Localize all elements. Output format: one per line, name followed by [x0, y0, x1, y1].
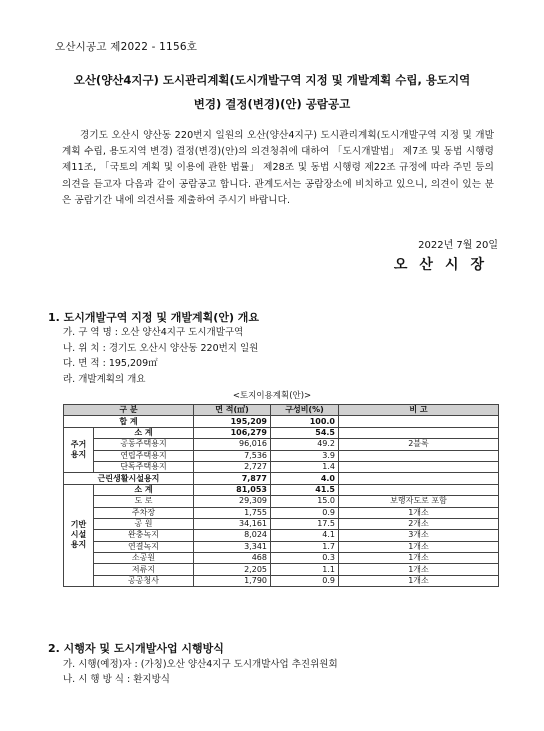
row-note — [339, 473, 499, 484]
row-ratio: 15.0 — [271, 496, 339, 507]
notice-date: 2022년 7월 20일 — [418, 240, 498, 251]
list-item: 다. 면 적 : 195,209㎡ — [63, 358, 158, 369]
table-row — [64, 553, 499, 564]
row-label: 근린생활시설용지 — [64, 473, 194, 484]
row-ratio: 0.9 — [271, 507, 339, 518]
row-note: 보행자도로 포함 — [339, 496, 499, 507]
row-label: 저류지 — [94, 564, 194, 575]
table-row — [64, 575, 499, 586]
header-category: 구 분 — [64, 405, 194, 416]
row-label: 소 계 — [94, 427, 194, 438]
row-area: 1,755 — [194, 507, 271, 518]
table-row — [64, 439, 499, 450]
row-area: 8,024 — [194, 530, 271, 541]
table-row — [64, 564, 499, 575]
row-area: 7,536 — [194, 450, 271, 461]
total-label: 합 계 — [64, 416, 194, 427]
list-item: 가. 구 역 명 : 오산 양산4지구 도시개발구역 — [63, 327, 244, 338]
row-label: 소공원 — [94, 553, 194, 564]
section-2-heading: 2. 시행자 및 도시개발사업 시행방식 — [48, 642, 224, 655]
row-ratio: 1.1 — [271, 564, 339, 575]
infrastructure-subtotal-row — [64, 484, 499, 495]
residential-subtotal-row — [64, 427, 499, 438]
table-row — [64, 541, 499, 552]
header-note: 비 고 — [339, 405, 499, 416]
table-row — [64, 507, 499, 518]
row-note: 3개소 — [339, 530, 499, 541]
total-note — [339, 416, 499, 427]
row-label: 공공청사 — [94, 575, 194, 586]
row-area: 96,016 — [194, 439, 271, 450]
row-note: 1개소 — [339, 553, 499, 564]
row-ratio: 3.9 — [271, 450, 339, 461]
list-item: 가. 시행(예정)자 : (가칭)오산 양산4지구 도시개발사업 추진위원회 — [63, 659, 338, 670]
row-area: 1,790 — [194, 575, 271, 586]
row-area: 106,279 — [194, 427, 271, 438]
row-ratio: 4.0 — [271, 473, 339, 484]
table-header-row — [64, 405, 499, 416]
row-area: 2,205 — [194, 564, 271, 575]
title-line-1: 오산(양산4지구) 도시관리계획(도시개발구역 지정 및 개발계획 수립, 용도지역 — [73, 73, 471, 87]
row-label: 도 로 — [94, 496, 194, 507]
neighborhood-row — [64, 473, 499, 484]
row-ratio: 1.4 — [271, 461, 339, 472]
row-note: 2개소 — [339, 518, 499, 529]
row-ratio: 41.5 — [271, 484, 339, 495]
row-label: 연결녹지 — [94, 541, 194, 552]
land-use-table — [63, 404, 499, 587]
row-area: 2,727 — [194, 461, 271, 472]
table-row — [64, 496, 499, 507]
notice-body: 경기도 오산시 양산동 220번지 일원의 오산(양산4지구) 도시관리계획(도시개발구역 지정 및 개발계획 수립, 용도지역 변경) 결정(변경)(안)의 의견청취에 대하여 「도시개발법」 제7조 및 동법 시행령 제11조, 「국토의 계획 및 이용에 관한 법률」 제28조 및 동법 시행령 제22조 규정에 따라 주민 등의 의견을 듣고자 다음과 같이 공람공고 합니다. 관계도서는 공람장소에 비치하고 있으니, 의견이 있는 분은 공람기간 내에 의견서를 제출하여 주시기 바랍니다. — [62, 130, 494, 206]
row-note — [339, 450, 499, 461]
row-ratio: 1.7 — [271, 541, 339, 552]
title-line-2: 변경) 결정(변경)(안) 공람공고 — [193, 97, 351, 111]
row-note: 1개소 — [339, 575, 499, 586]
row-area: 468 — [194, 553, 271, 564]
row-ratio: 17.5 — [271, 518, 339, 529]
header-area: 면 적(㎡) — [194, 405, 271, 416]
list-item: 라. 개발계획의 개요 — [63, 373, 146, 385]
row-note — [339, 484, 499, 495]
list-item: 나. 시 행 방 식 : 환지방식 — [63, 674, 170, 685]
row-area: 29,309 — [194, 496, 271, 507]
total-area: 195,209 — [194, 416, 271, 427]
row-label: 단독주택용지 — [94, 461, 194, 472]
table-row — [64, 450, 499, 461]
header-ratio: 구성비(%) — [271, 405, 339, 416]
row-area: 7,877 — [194, 473, 271, 484]
list-item: 나. 위 치 : 경기도 오산시 양산동 220번지 일원 — [63, 342, 259, 354]
row-label: 연립주택용지 — [94, 450, 194, 461]
row-note: 1개소 — [339, 564, 499, 575]
row-area: 34,161 — [194, 518, 271, 529]
row-note: 1개소 — [339, 541, 499, 552]
table-row — [64, 530, 499, 541]
table-row — [64, 461, 499, 472]
row-area: 3,341 — [194, 541, 271, 552]
row-ratio: 0.9 — [271, 575, 339, 586]
row-area: 81,053 — [194, 484, 271, 495]
table-row — [64, 518, 499, 529]
row-ratio: 0.3 — [271, 553, 339, 564]
residential-group-label: 주거 용지 — [64, 427, 94, 473]
issuer-name: 오산시장 — [393, 257, 496, 273]
notice-title — [40, 68, 504, 116]
row-note — [339, 461, 499, 472]
notice-number: 오산시공고 제2022 - 1156호 — [55, 41, 198, 53]
infrastructure-group-label: 기반 시설 용지 — [64, 484, 94, 587]
row-label: 주차장 — [94, 507, 194, 518]
section-2-items — [63, 657, 338, 687]
total-row — [64, 416, 499, 427]
section-1-items — [63, 325, 258, 387]
row-label: 소 계 — [94, 484, 194, 495]
row-note: 2블록 — [339, 439, 499, 450]
row-ratio: 4.1 — [271, 530, 339, 541]
row-label: 공 원 — [94, 518, 194, 529]
row-ratio: 54.5 — [271, 427, 339, 438]
total-ratio: 100.0 — [271, 416, 339, 427]
row-label: 공동주택용지 — [94, 439, 194, 450]
row-ratio: 49.2 — [271, 439, 339, 450]
row-label: 완충녹지 — [94, 530, 194, 541]
row-note: 1개소 — [339, 507, 499, 518]
row-note — [339, 427, 499, 438]
table-caption: <토지이용계획(안)> — [232, 391, 312, 401]
section-1-heading: 1. 도시개발구역 지정 및 개발계획(안) 개요 — [48, 311, 260, 324]
